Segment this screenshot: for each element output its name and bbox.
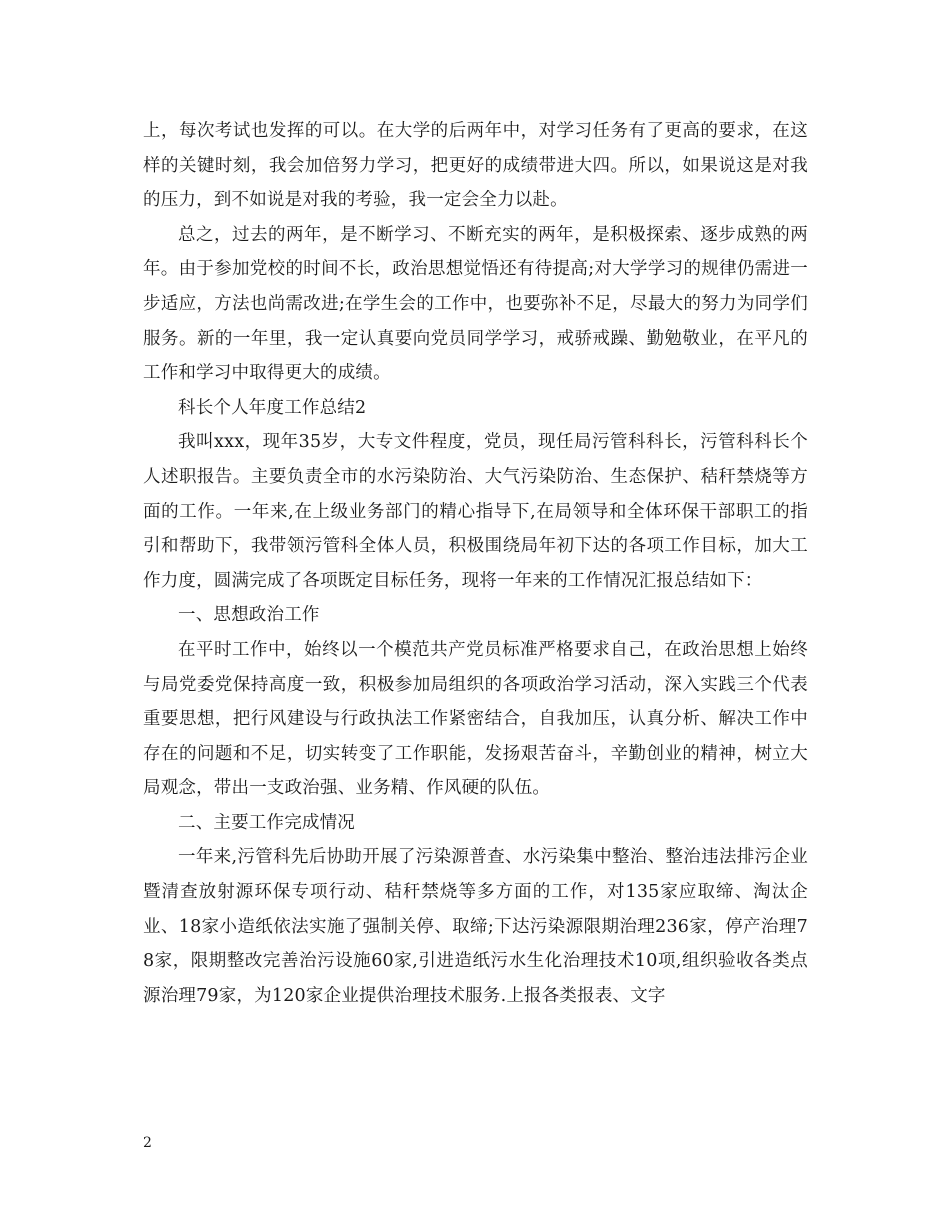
page-number: 2 bbox=[143, 1135, 152, 1151]
heading-political-work: 一、思想政治工作 bbox=[178, 605, 320, 626]
paragraph-main-work: 一年来,污管科先后协助开展了污染源普查、水污染集中整治、整治违法排污企业暨清查放射源环保专项行动、秸秆禁烧等多方面的工作，对135家应取缔、淘汰企业、18家小造纸依法实施了强制关停、取缔;下达污染源限期治理236家，停产治理78家，限期整改完善治污设施60家,引进造纸污水生化治理技术10项,组织验收各类点源治理79家，为120家企业提供治理技术服务.上报各类报表、文字 bbox=[143, 847, 808, 1006]
document-body bbox=[143, 114, 808, 1013]
paragraph-summary: 总之，过去的两年，是不断学习、不断充实的两年，是积极探索、逐步成熟的两年。由于参加党校的时间不长，政治思想觉悟还有待提高;对大学学习的规律仍需进一步适应，方法也尚需改进;在学生会的工作中，也要弥补不足，尽最大的努力为同学们服务。新的一年里，我一定认真要向党员同学学习，戒骄戒躁、勤勉敬业，在平凡的工作和学习中取得更大的成绩。 bbox=[143, 224, 808, 384]
paragraph-intro: 我叫xxx，现年35岁，大专文件程度，党员，现任局污管科科长，污管科科长个人述职报告。主要负责全市的水污染防治、大气污染防治、生态保护、秸秆禁烧等方面的工作。一年来,在上级业务部门的精心指导下,在局领导和全体环保干部职工的指引和帮助下，我带领污管科全体人员，积极围绕局年初下达的各项工作目标，加大工作力度，圆满完成了各项既定目标任务，现将一年来的工作情况汇报总结如下： bbox=[143, 432, 808, 591]
heading-main-work: 二、主要工作完成情况 bbox=[178, 812, 355, 833]
section-title: 科长个人年度工作总结2 bbox=[178, 397, 367, 418]
paragraph-continuation: 上，每次考试也发挥的可以。在大学的后两年中，对学习任务有了更高的要求，在这样的关键时刻，我会加倍努力学习，把更好的成绩带进大四。所以，如果说这是对我的压力，到不如说是对我的考验，我一定会全力以赴。 bbox=[143, 121, 808, 211]
paragraph-political-work: 在平时工作中，始终以一个模范共产党员标准严格要求自己，在政治思想上始终与局党委党保持高度一致，积极参加局组织的各项政治学习活动，深入实践三个代表重要思想，把行风建设与行政执法工作紧密结合，自我加压，认真分析、解决工作中存在的问题和不足，切实转变了工作职能，发扬艰苦奋斗，辛勤创业的精神，树立大局观念，带出一支政治强、业务精、作风硬的队伍。 bbox=[143, 639, 808, 799]
